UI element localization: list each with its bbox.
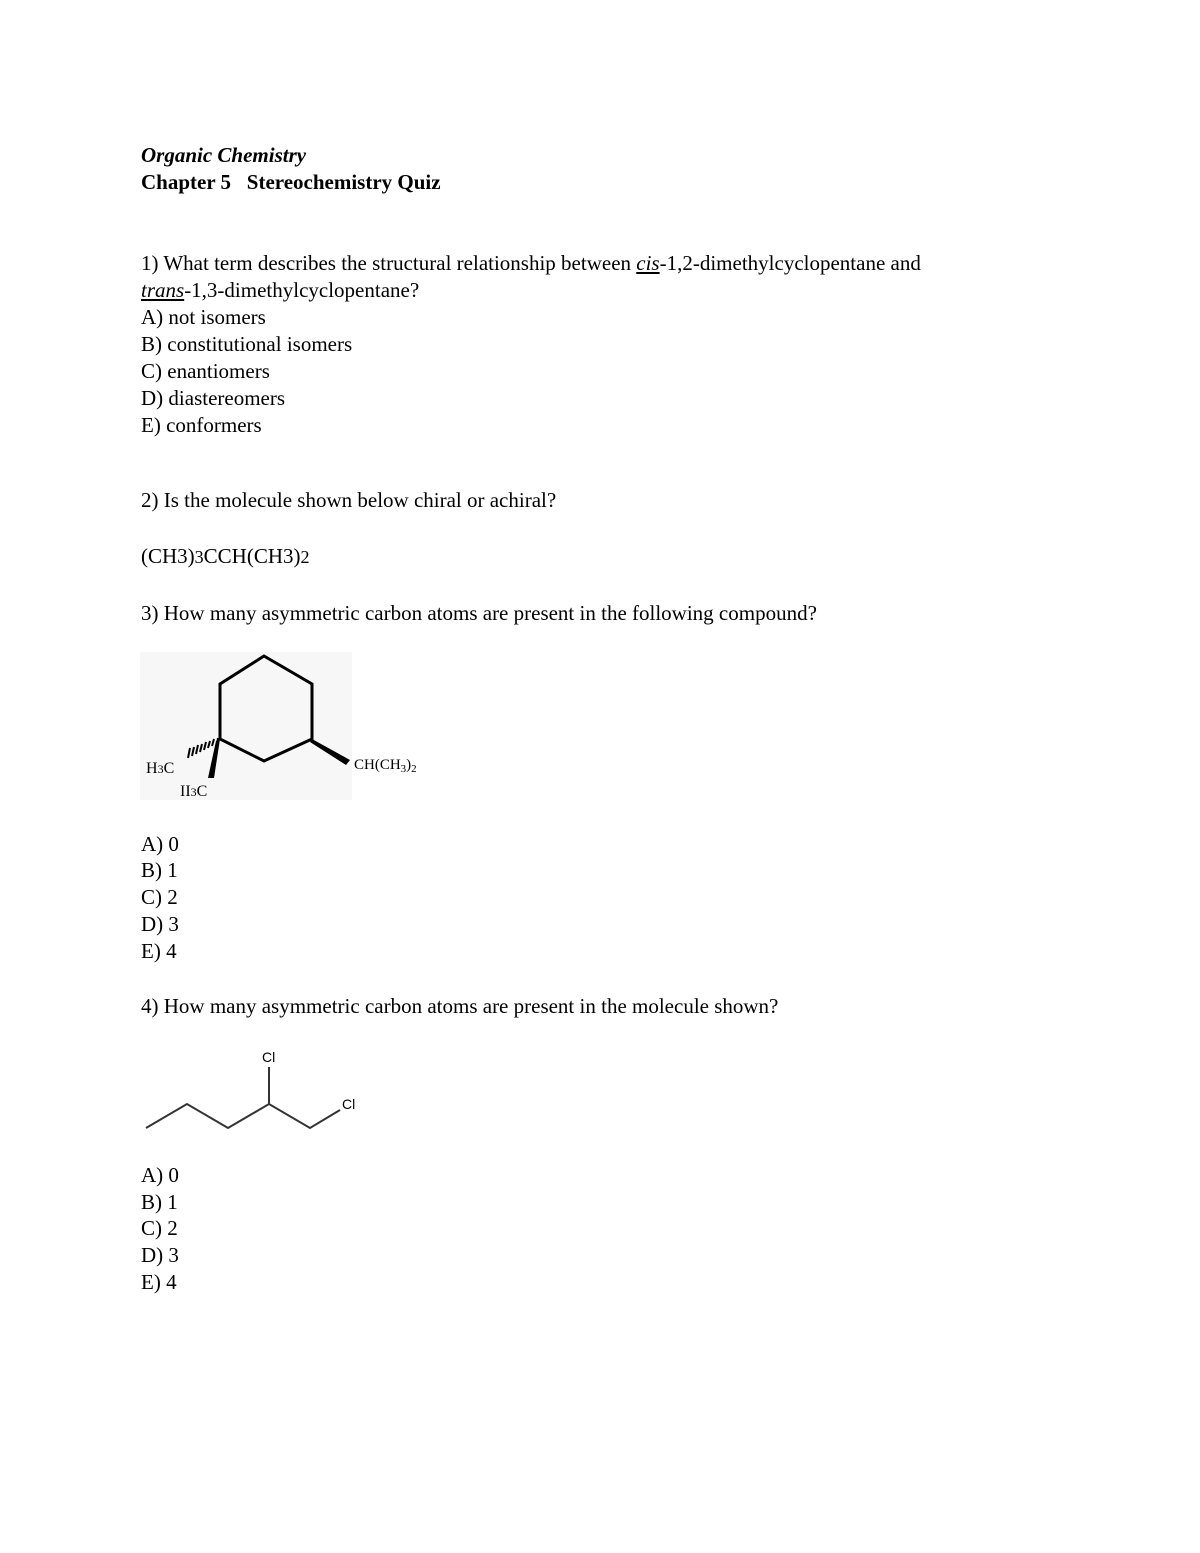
chapter-label: Chapter 5: [141, 170, 232, 194]
question-3-option-d: D) 3: [141, 912, 179, 936]
figure-background: [140, 652, 352, 800]
isopropyl-label: $CH(CH_3)_2$: [354, 757, 417, 775]
question-1-option-d: D) diastereomers: [141, 386, 286, 410]
h3c-label: H3C: [146, 760, 175, 777]
quiz-title: Stereochemistry Quiz: [246, 170, 441, 194]
question-4-option-d: D) 3: [141, 1243, 179, 1267]
question-1-prompt-line1: [141, 250, 921, 277]
formula-part: 2: [300, 547, 310, 567]
quiz-heading: [141, 169, 441, 196]
question-4-structure: [140, 1042, 380, 1137]
question-1-option-c: C) enantiomers: [141, 359, 270, 383]
question-3-option-c: C) 2: [141, 885, 178, 909]
question-4-prompt: 4) How many asymmetric carbon atoms are present in the molecule shown?: [141, 994, 779, 1018]
question-2-prompt: 2) Is the molecule shown below chiral or achiral?: [141, 488, 557, 512]
question-1-prompt-line2: [141, 277, 419, 304]
cl-right-label: Cl: [342, 1096, 356, 1112]
question-2-formula: [141, 543, 310, 571]
course-title: Organic Chemistry: [141, 143, 307, 167]
carbon-chain: [146, 1104, 340, 1128]
trans-term: trans: [141, 278, 185, 302]
question-1-text-cont: -1,2-dimethylcyclopentane and: [659, 251, 921, 275]
question-3-option-e: E) 4: [141, 939, 177, 963]
question-1-option-b: B) constitutional isomers: [141, 332, 353, 356]
question-3-option-a: A) 0: [141, 832, 179, 856]
cis-term: cis: [636, 251, 660, 275]
cl-top-label: Cl: [262, 1049, 276, 1065]
formula-part: CCH(CH3): [203, 544, 301, 568]
cyclohexane-structure-svg: [140, 652, 440, 802]
question-3-option-b: B) 1: [141, 858, 178, 882]
question-4-option-e: E) 4: [141, 1270, 177, 1294]
question-1-text-end: -1,3-dimethylcyclopentane?: [184, 278, 420, 302]
question-4-option-c: C) 2: [141, 1216, 178, 1240]
dichloropentane-structure-svg: [140, 1042, 380, 1137]
question-1-text: 1) What term describes the structural relationship between: [141, 251, 637, 275]
formula-part: (CH3): [141, 544, 195, 568]
question-3-structure: [140, 652, 440, 802]
formula-part: 3: [194, 547, 204, 567]
question-1-option-e: E) conformers: [141, 413, 262, 437]
question-4-option-b: B) 1: [141, 1190, 178, 1214]
ii3c-label: II3C: [180, 783, 208, 800]
question-4-option-a: A) 0: [141, 1163, 179, 1187]
question-3-prompt: 3) How many asymmetric carbon atoms are present in the following compound?: [141, 601, 817, 625]
question-1-option-a: A) not isomers: [141, 305, 266, 329]
